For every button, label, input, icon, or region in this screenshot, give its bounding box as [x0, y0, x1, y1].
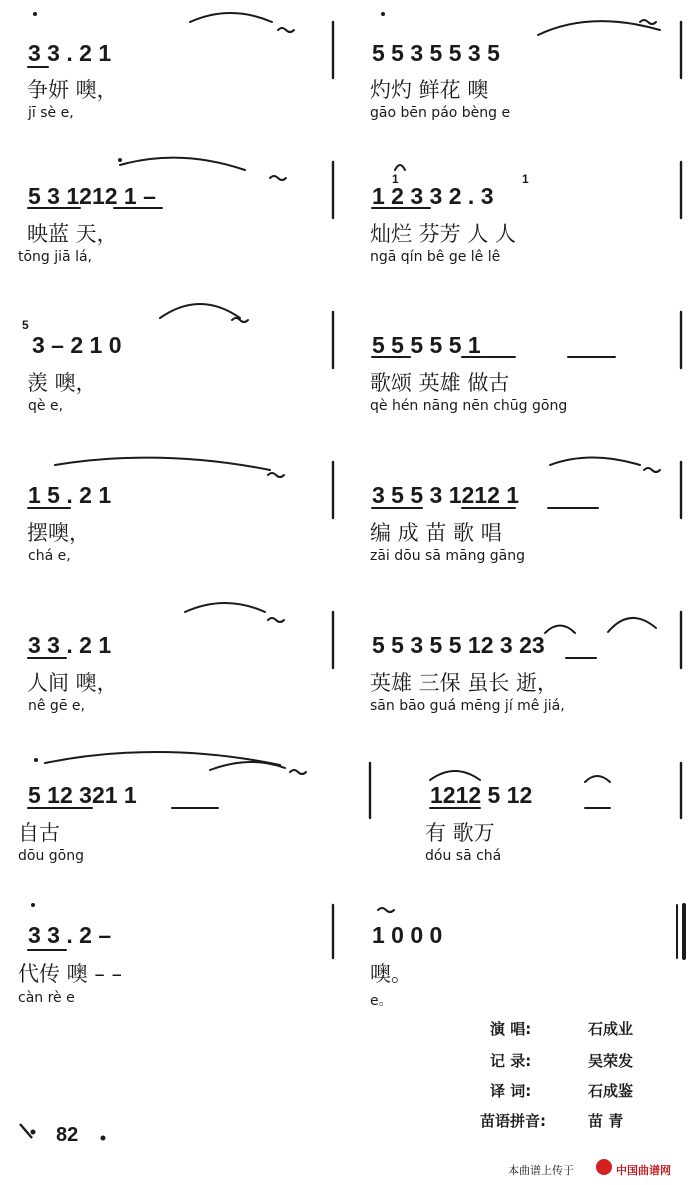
row-1-left-pinyin: jī sè e, — [28, 105, 74, 121]
credit-name: 石成业 — [588, 1020, 634, 1038]
row-3-left-pinyin: qè e, — [28, 398, 64, 414]
row-7-left-lyrics: 代传 噢 – – — [18, 962, 123, 986]
footer-upload-text: 本曲谱上传于 — [508, 1164, 574, 1177]
row-2-right-notes: 1 2 3 3 2 . 3 — [372, 183, 494, 209]
row-2-left-notes: 5 3 1212 1 – — [28, 183, 156, 209]
row-6-left-notes: 5 12 321 1 — [28, 782, 137, 808]
row-2-right-pinyin: ngā qín bê ge lê lê — [370, 249, 501, 265]
row-7-right-pinyin: e。 — [370, 993, 393, 1009]
credit-role: 记 录: — [490, 1052, 532, 1070]
site-logo-icon — [596, 1159, 612, 1175]
credit-role: 苗语拼音: — [480, 1112, 546, 1130]
row-3-right-notes: 5 5 5 5 5 1 — [372, 332, 481, 358]
row-4-right-lyrics: 编 成 苗 歌 唱 — [370, 521, 502, 545]
row-5-right-notes: 5 5 3 5 5 12 3 23 — [372, 632, 545, 658]
page-number: 82 — [56, 1124, 79, 1146]
row-1-right-pinyin: gāo bēn páo bèng e — [370, 105, 511, 121]
credit-name: 苗 青 — [588, 1112, 624, 1130]
row-7-right-lyrics: 噢。 — [370, 962, 412, 986]
row-2-left-pinyin: tōng jiā lá, — [18, 249, 92, 265]
row-7-right-notes: 1 0 0 0 — [372, 922, 443, 948]
grace-note: 1 — [392, 172, 399, 186]
row-5-right-lyrics: 英雄 三保 虽长 逝， — [370, 671, 559, 695]
row-5-right-pinyin: sān bāo guá mēng jí mê jiá, — [370, 698, 565, 714]
row-4-right-notes: 3 5 5 3 1212 1 — [372, 482, 520, 508]
credit-role: 演 唱: — [490, 1020, 532, 1038]
row-6-left-lyrics: 自古 — [18, 821, 60, 845]
row-3-left-lyrics: 羡 噢， — [27, 371, 97, 395]
row-6-right-pinyin: dóu sā chá — [425, 848, 502, 864]
credit-name: 石成鉴 — [588, 1082, 634, 1100]
grace-note: 5 — [22, 318, 29, 332]
footer-site-link[interactable]: 中国曲谱网 — [616, 1164, 671, 1177]
row-4-right-pinyin: zāi dōu sā māng gāng — [370, 548, 526, 564]
row-4-left-pinyin: chá e, — [28, 548, 71, 564]
row-5-left-notes: 3 3 . 2 1 — [28, 632, 112, 658]
row-4-left-lyrics: 摆噢， — [27, 521, 90, 545]
row-2-left-lyrics: 映蓝 天， — [27, 222, 118, 246]
credit-role: 译 词: — [490, 1082, 532, 1100]
grace-note: 1 — [522, 172, 529, 186]
row-7-left-pinyin: càn rè e — [18, 990, 75, 1006]
credit-name: 吴荣发 — [588, 1052, 634, 1070]
row-4-left-notes: 1 5 . 2 1 — [28, 482, 112, 508]
row-5-left-lyrics: 人间 噢， — [27, 671, 118, 695]
row-1-right-lyrics: 灼灼 鲜花 噢 — [370, 78, 489, 102]
row-2-right-lyrics: 灿烂 芬芳 人 人 — [370, 222, 517, 246]
row-3-right-lyrics: 歌颂 英雄 做古 — [370, 371, 510, 395]
row-5-left-pinyin: nê gē e, — [28, 698, 85, 714]
row-6-left-pinyin: dōu gōng — [18, 848, 84, 864]
row-1-right-notes: 5 5 3 5 5 3 5 — [372, 40, 500, 66]
row-6-right-lyrics: 有 歌万 — [425, 821, 495, 845]
row-3-right-pinyin: qè hén nāng nēn chūg gōng — [370, 398, 568, 414]
row-1-left-lyrics: 争妍 噢， — [27, 78, 118, 102]
row-6-right-notes: 1212 5 12 — [430, 782, 533, 808]
row-7-left-notes: 3 3 . 2 – — [28, 922, 112, 948]
row-1-left-notes: 3 3 . 2 1 — [28, 40, 112, 66]
row-3-left-notes: 3 – 2 1 0 — [32, 332, 122, 358]
